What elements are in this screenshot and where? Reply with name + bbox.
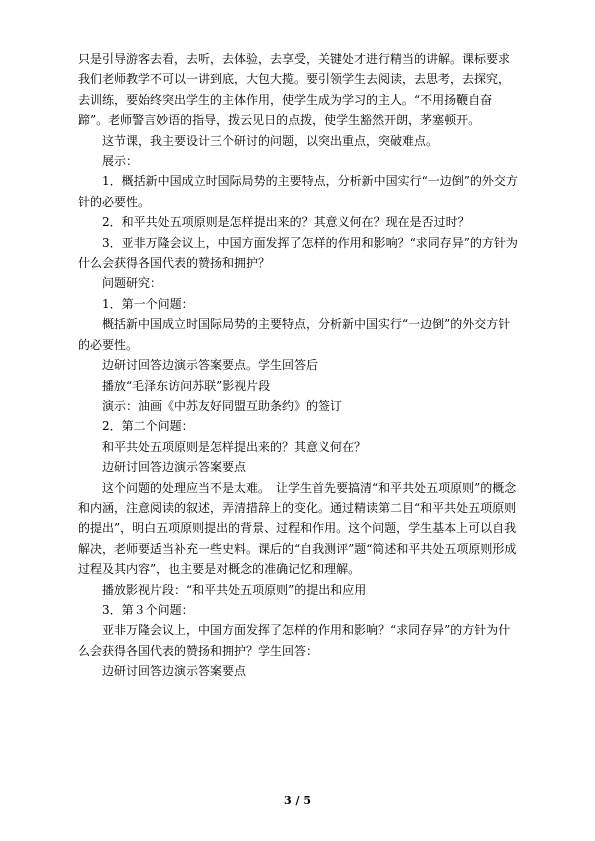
paragraph-2: 这节课，我主要设计三个研讨的问题，以突出重点，突破难点。 [78, 133, 439, 148]
paragraph-14: 和平共处五项原则是怎样提出来的？其意义何在？ [78, 439, 367, 454]
paragraph-11: 播放“毛泽东访问苏联”影视片段 [78, 378, 271, 393]
paragraph-15: 边研讨回答边演示答案要点 [78, 460, 247, 475]
paragraph-3: 展示： [78, 154, 139, 169]
paragraph-7: 问题研究： [78, 276, 163, 291]
paragraph-8: 1．第一个问题： [78, 296, 194, 311]
paragraph-17: 播放影视片段：“和平共处五项原则”的提出和应用 [78, 582, 367, 597]
paragraph-18: 3．第３个问题： [78, 602, 194, 617]
paragraph-12: 演示：油画《中苏友好同盟互助条约》的签订 [78, 398, 343, 413]
paragraph-10: 边研讨回答边演示答案要点。学生回答后 [78, 358, 319, 373]
paragraph-19: 亚非万隆会议上，中国方面发挥了怎样的作用和影响？“求同存异”的方针为什么会获得各国代表的赞扬和拥护？学生回答： [78, 623, 511, 658]
paragraph-20: 边研讨回答边演示答案要点 [78, 664, 247, 679]
paragraph-16: 这个问题的处理应当不是太难。 让学生首先要搞清“和平共处五项原则”的概念和内涵，注意阅读的叙述，弄清措辞上的变化。通过精读第二目“和平共处五项原则的提出”，明白五项原则提出的背景、过程和作用。这个问题，学生基本上可以自我解决，老师要适当补充一些史料。课后的“自我测评”题“简述和平共处五项原则形成过程及其内容”，也主要是对概念的准确记忆和理解。 [78, 480, 517, 577]
document-body [78, 49, 519, 682]
paragraph-4: 1．概括新中国成立时国际局势的主要特点，分析新中国实行“一边倒”的外交方针的必要性。 [78, 174, 518, 209]
paragraph-1: 只是引导游客去看，去听，去体验，去享受，关键处才进行精当的讲解。课标要求我们老师教学不可以一讲到底，大包大揽。要引领学生去阅读，去思考，去探究，去训练，要始终突出学生的主体作用，使学生成为学习的主人。“不用扬鞭自奋蹄”。老师警言妙语的指导，拨云见日的点拨，使学生豁然开朗，茅塞顿开。 [78, 52, 511, 128]
paragraph-6: 3．亚非万隆会议上，中国方面发挥了怎样的作用和影响？“求同存异”的方针为什么会获得各国代表的赞扬和拥护？ [78, 235, 518, 271]
paragraph-9: 概括新中国成立时国际局势的主要特点，分析新中国实行“一边倒”的外交方针的必要性。 [78, 317, 511, 352]
paragraph-5: 2．和平共处五项原则是怎样提出来的？其意义何在？现在是否过时？ [78, 215, 470, 230]
page-number: 3 / 5 [284, 794, 311, 807]
paragraph-13: 2．第二个问题： [78, 419, 194, 434]
